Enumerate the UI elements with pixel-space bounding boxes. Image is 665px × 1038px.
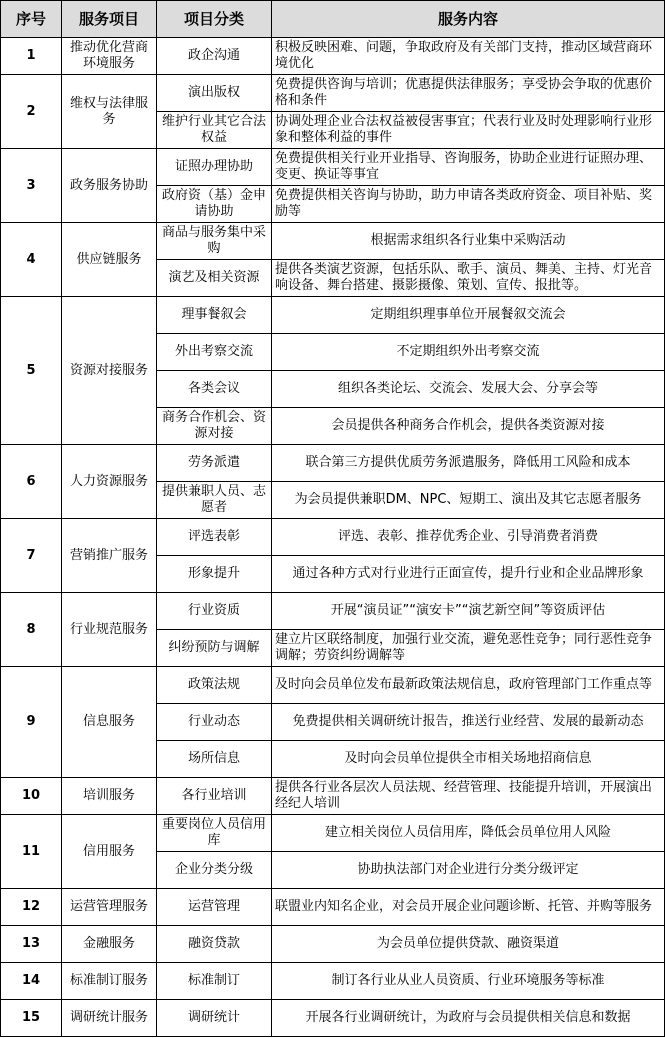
table-row: [1, 149, 665, 186]
row-category: 政府资（基）金申请协助: [157, 186, 272, 223]
header-content: 服务内容: [272, 1, 665, 38]
row-category: 调研统计: [157, 1000, 272, 1037]
row-category: 各行业培训: [157, 778, 272, 815]
row-content: 免费提供咨询与培训；优惠提供法律服务；享受协会争取的优惠价格和条件: [272, 75, 665, 112]
row-category: 行业资质: [157, 593, 272, 630]
row-content: 开展“演员证”“演安卡”“演艺新空间”等资质评估: [272, 593, 665, 630]
row-number: 7: [1, 519, 62, 593]
row-project: 标准制订服务: [62, 963, 157, 1000]
row-number: 4: [1, 223, 62, 297]
row-category: 标准制订: [157, 963, 272, 1000]
row-project: 营销推广服务: [62, 519, 157, 593]
row-category: 演艺及相关资源: [157, 260, 272, 297]
header-category: 项目分类: [157, 1, 272, 38]
row-project: 信息服务: [62, 667, 157, 778]
row-number: 1: [1, 38, 62, 75]
row-content: 为会员单位提供贷款、融资渠道: [272, 926, 665, 963]
row-content: 联合第三方提供优质劳务派遣服务，降低用工风险和成本: [272, 445, 665, 482]
table-row: [1, 445, 665, 482]
row-content: 协调处理企业合法权益被侵害事宜；代表行业及时处理影响行业形象和整体利益的事件: [272, 112, 665, 149]
row-content: 通过各种方式对行业进行正面宣传，提升行业和企业品牌形象: [272, 556, 665, 593]
header-project: 服务项目: [62, 1, 157, 38]
table-row: [1, 926, 665, 963]
row-content: 提供各类演艺资源，包括乐队、歌手、演员、舞美、主持、灯光音响设备、舞台搭建、摄影摄像、策划、宣传、报批等。: [272, 260, 665, 297]
row-content: 及时向会员单位提供全市相关场地招商信息: [272, 741, 665, 778]
table-row: [1, 593, 665, 630]
table-row: [1, 667, 665, 704]
row-project: 推动优化营商环境服务: [62, 38, 157, 75]
row-category: 企业分类分级: [157, 852, 272, 889]
row-content: 联盟业内知名企业，对会员开展企业问题诊断、托管、并购等服务: [272, 889, 665, 926]
header-row: [1, 1, 665, 38]
row-project: 运营管理服务: [62, 889, 157, 926]
row-category: 评选表彰: [157, 519, 272, 556]
row-category: 商品与服务集中采购: [157, 223, 272, 260]
row-category: 运营管理: [157, 889, 272, 926]
row-number: 5: [1, 297, 62, 445]
row-category: 行业动态: [157, 704, 272, 741]
row-category: 重要岗位人员信用库: [157, 815, 272, 852]
row-category: 理事餐叙会: [157, 297, 272, 334]
row-number: 12: [1, 889, 62, 926]
row-project: 政务服务协助: [62, 149, 157, 223]
table-row: [1, 815, 665, 852]
row-project: 人力资源服务: [62, 445, 157, 519]
row-category: 维护行业其它合法权益: [157, 112, 272, 149]
row-category: 场所信息: [157, 741, 272, 778]
row-category: 提供兼职人员、志愿者: [157, 482, 272, 519]
row-content: 为会员提供兼职DM、NPC、短期工、演出及其它志愿者服务: [272, 482, 665, 519]
row-content: 建立相关岗位人员信用库，降低会员单位用人风险: [272, 815, 665, 852]
row-content: 及时向会员单位发布最新政策法规信息，政府管理部门工作重点等: [272, 667, 665, 704]
row-project: 行业规范服务: [62, 593, 157, 667]
row-content: 定期组织理事单位开展餐叙交流会: [272, 297, 665, 334]
row-category: 商务合作机会、资源对接: [157, 408, 272, 445]
row-number: 11: [1, 815, 62, 889]
row-project: 维权与法律服务: [62, 75, 157, 149]
row-category: 劳务派遣: [157, 445, 272, 482]
row-content: 评选、表彰、推荐优秀企业、引导消费者消费: [272, 519, 665, 556]
table-row: [1, 75, 665, 112]
row-content: 积极反映困难、问题，争取政府及有关部门支持，推动区域营商环境优化: [272, 38, 665, 75]
table-row: [1, 297, 665, 334]
row-number: 8: [1, 593, 62, 667]
row-number: 3: [1, 149, 62, 223]
table-row: [1, 889, 665, 926]
row-category: 融资贷款: [157, 926, 272, 963]
row-content: 提供各行业各层次人员法规、经营管理、技能提升培训，开展演出经纪人培训: [272, 778, 665, 815]
row-category: 演出版权: [157, 75, 272, 112]
table-row: [1, 38, 665, 75]
row-content: 建立片区联络制度，加强行业交流，避免恶性竞争；同行恶性竞争调解；劳资纠纷调解等: [272, 630, 665, 667]
row-number: 10: [1, 778, 62, 815]
row-category: 形象提升: [157, 556, 272, 593]
row-number: 14: [1, 963, 62, 1000]
row-project: 金融服务: [62, 926, 157, 963]
table-row: [1, 223, 665, 260]
row-project: 供应链服务: [62, 223, 157, 297]
row-category: 政策法规: [157, 667, 272, 704]
table-row: [1, 519, 665, 556]
row-content: 会员提供各种商务合作机会，提供各类资源对接: [272, 408, 665, 445]
row-content: 不定期组织外出考察交流: [272, 334, 665, 371]
row-number: 6: [1, 445, 62, 519]
row-content: 组织各类论坛、交流会、发展大会、分享会等: [272, 371, 665, 408]
row-project: 调研统计服务: [62, 1000, 157, 1037]
row-project: 培训服务: [62, 778, 157, 815]
row-content: 协助执法部门对企业进行分类分级评定: [272, 852, 665, 889]
row-category: 政企沟通: [157, 38, 272, 75]
row-content: 开展各行业调研统计，为政府与会员提供相关信息和数据: [272, 1000, 665, 1037]
row-project: 资源对接服务: [62, 297, 157, 445]
header-number: 序号: [1, 1, 62, 38]
row-content: 免费提供相关行业开业指导、咨询服务，协助企业进行证照办理、变更、换证等事宜: [272, 149, 665, 186]
row-category: 证照办理协助: [157, 149, 272, 186]
row-category: 各类会议: [157, 371, 272, 408]
row-number: 2: [1, 75, 62, 149]
row-number: 15: [1, 1000, 62, 1037]
row-category: 外出考察交流: [157, 334, 272, 371]
row-project: 信用服务: [62, 815, 157, 889]
row-content: 根据需求组织各行业集中采购活动: [272, 223, 665, 260]
row-content: 免费提供相关调研统计报告，推送行业经营、发展的最新动态: [272, 704, 665, 741]
row-number: 9: [1, 667, 62, 778]
table-row: [1, 778, 665, 815]
row-content: 免费提供相关咨询与协助，助力申请各类政府资金、项目补贴、奖励等: [272, 186, 665, 223]
table-row: [1, 1000, 665, 1037]
row-content: 制订各行业从业人员资质、行业环境服务等标准: [272, 963, 665, 1000]
table-row: [1, 963, 665, 1000]
row-category: 纠纷预防与调解: [157, 630, 272, 667]
row-number: 13: [1, 926, 62, 963]
